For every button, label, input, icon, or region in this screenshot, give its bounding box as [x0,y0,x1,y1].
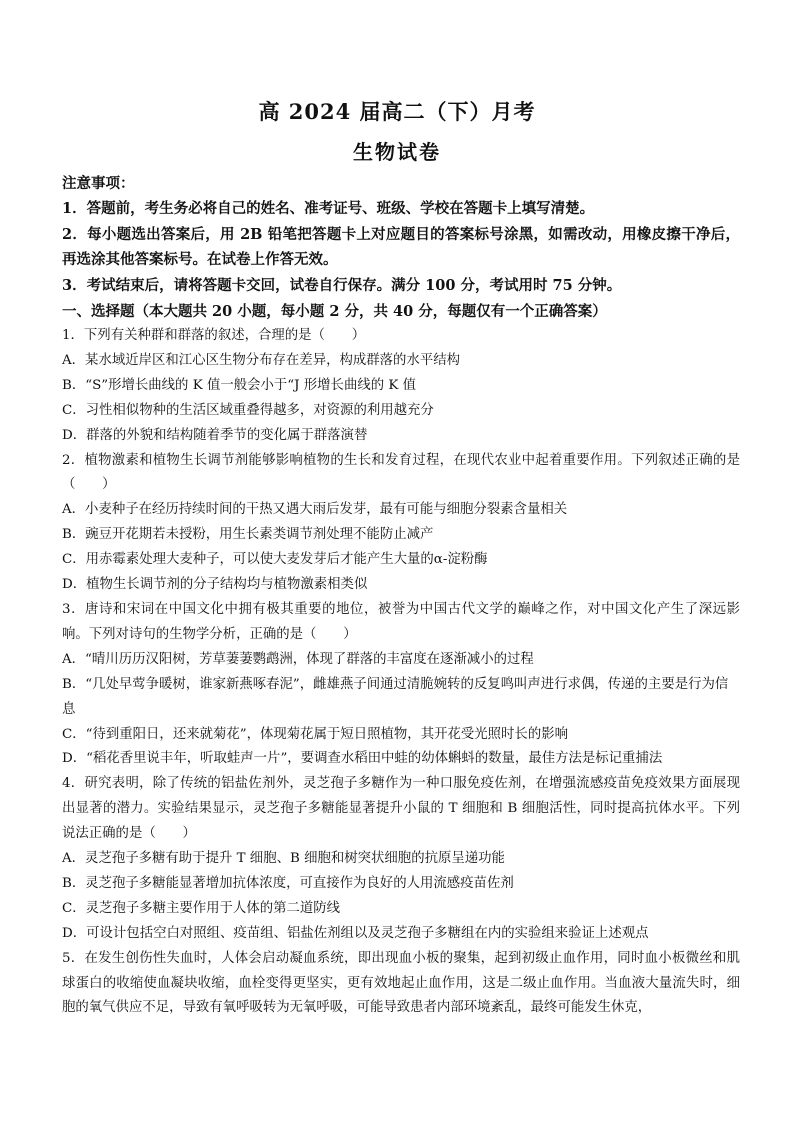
exam-title: 高 2024 届高二（下）月考 [258,99,536,124]
question-stem: 4．研究表明，除了传统的铝盐佐剂外，灵芝孢子多糖作为一种口服免疫佐剂，在增强流感疫苗免疫效果方面展现出显著的潜力。实验结果显示，灵芝孢子多糖能显著提升小鼠的 T 细胞和 B 细胞活性，同时提高抗体水平。下列说法正确的是（ ） [62,776,740,842]
question-3 [62,598,740,772]
exam-subtitle: 生物试卷 [353,140,441,164]
question-2 [62,449,740,598]
notice-item-3: 3．考试结束后，请将答题卡交回，试卷自行保存。满分 100 分，考试用时 75 分钟。 [62,276,622,294]
notice-item-2: 2．每小题选出答案后，用 2B 铅笔把答题卡上对应题目的答案标号涂黑，如需改动，用橡皮擦干净后，再选涂其他答案标号。在试卷上作答无效。 [62,225,740,268]
option-a: A．某水域近岸区和江心区生物分布存在差异，构成群落的水平结构 [62,352,460,368]
option-c: C．习性相似物种的生活区域重叠得越多，对资源的利用越充分 [62,402,434,418]
option-c: C．灵芝孢子多糖主要作用于人体的第二道防线 [62,900,341,916]
option-d: D．可设计包括空白对照组、疫苗组、铝盐佐剂组以及灵芝孢子多糖组在内的实验组来验证上述观点 [62,925,649,941]
question-5 [62,947,740,1022]
question-stem: 1．下列有关种群和群落的叙述，合理的是（ ） [62,328,366,343]
question-stem: 3．唐诗和宋词在中国文化中拥有极其重要的地位，被誉为中国古代文学的巅峰之作，对中国文化产生了深远影响。下列对诗句的生物学分析，正确的是（ ） [62,601,740,642]
option-a: A．小麦种子在经历持续时间的干热又遇大雨后发芽，最有可能与细胞分裂素含量相关 [62,502,568,518]
option-d: D．群落的外貌和结构随着季节的变化属于群落演替 [62,427,368,443]
option-d: D．植物生长调节剂的分子结构均与植物激素相类似 [62,577,368,593]
option-b: B．“S”形增长曲线的 K 值一般会小于“J 形增长曲线的 K 值 [62,377,417,393]
section-heading: 一、选择题（本大题共 20 小题，每小题 2 分，共 40 分，每题仅有一个正确答案） [62,303,607,320]
question-stem: 5．在发生创伤性失血时，人体会启动凝血系统，即出现血小板的聚集，起到初级止血作用，同时血小板微丝和肌球蛋白的收缩使血凝块收缩，血栓变得更坚实，更有效地起止血作用，这是二级止血作用。当血液大量流失时，细胞的氧气供应不足，导致有氧呼吸转为无氧呼吸，可能导致患者内部环境紊乱，最终可能发生休克， [62,950,740,1016]
option-c: C．用赤霉素处理大麦种子，可以使大麦发芽后才能产生大量的α-淀粉酶 [62,552,488,568]
question-stem: 2．植物激素和植物生长调节剂能够影响植物的生长和发育过程，在现代农业中起着重要作用。下列叙述正确的是（ ） [62,452,740,493]
exam-body [62,172,740,1021]
option-a: A．“晴川历历汉阳树，芳草萋萋鹦鹉洲，体现了群落的丰富度在逐渐减小的过程 [62,651,534,667]
question-4 [62,772,740,946]
question-1 [62,324,740,449]
notice-item-1: 1．答题前，考生务必将自己的姓名、准考证号、班级、学校在答题卡上填写清楚。 [62,200,595,217]
option-b: B．豌豆开花期若未授粉，用生长素类调节剂处理不能防止减产 [62,527,434,543]
option-a: A．灵芝孢子多糖有助于提升 T 细胞、B 细胞和树突状细胞的抗原呈递功能 [62,851,505,867]
option-d: D．“稻花香里说丰年，听取蛙声一片”，要调查水稻田中蛙的幼体蝌蚪的数量，最佳方法是标记重捕法 [62,751,663,767]
option-b: B．灵芝孢子多糖能显著增加抗体浓度，可直接作为良好的人用流感疫苗佐剂 [62,875,514,891]
option-b: B．“几处早莺争暖树，谁家新燕啄春泥”，雌雄燕子间通过清脆婉转的反复鸣叫声进行求偶，传递的主要是行为信息 [62,676,729,717]
notice-heading: 注意事项： [62,175,135,192]
option-c: C．“待到重阳日，还来就菊花”，体现菊花属于短日照植物，其开花受光照时长的影响 [62,726,568,742]
